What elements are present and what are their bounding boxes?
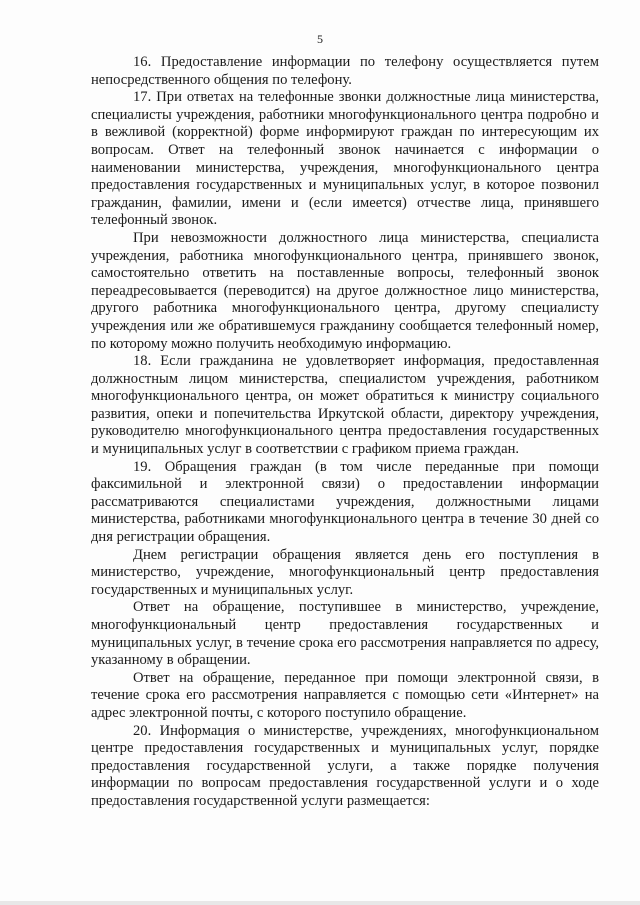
paragraph-19-postal-reply: Ответ на обращение, поступившее в министерство, учреждение, многофункциональный центр предоставления государственных и муниципальных услуг, в течение срока его рассмотрения направляется по адресу, указанному в обращении. <box>91 599 599 669</box>
paragraph-17: 17. При ответах на телефонные звонки должностные лица министерства, специалисты учреждения, работники многофункционального центра подробно и в вежливой (корректной) форме информируют граждан по интересующим их вопросам. Ответ на телефонный звонок начинается с информации о наименовании министерства, учреждения, многофункционального центра предоставления государственных и муниципальных услуг, в которое позвонил гражданин, фамилии, имени и (если имеется) отчестве лица, принявшего телефонный звонок. <box>91 89 599 229</box>
paragraph-20: 20. Информация о министерстве, учреждениях, многофункциональном центре предоставления государственных и муниципальных услуг, порядке предоставления государственной услуги, а также порядке получения информации по вопросам предоставления государственной услуги и о ходе предоставления государственной услуги размещается: <box>91 722 599 809</box>
paragraph-18: 18. Если гражданина не удовлетворяет информация, предоставленная должностным лицом министерства, специалистом учреждения, работником многофункционального центра, он может обратиться к министру социального развития, опеки и попечительства Иркутской области, директору учреждения, руководителю многофункционального центра предоставления государственных и муниципальных услуг в соответствии с графиком приема граждан. <box>91 353 599 458</box>
paragraph-16: 16. Предоставление информации по телефону осуществляется путем непосредственного общения по телефону. <box>91 54 599 88</box>
page-number: 5 <box>317 32 323 46</box>
paragraph-19-electronic-reply: Ответ на обращение, переданное при помощи электронной связи, в течение срока его рассмотрения направляется с помощью сети «Интернет» на адрес электронной почты, с которого поступило обращение. <box>91 669 599 721</box>
document-body <box>91 54 599 811</box>
paragraph-19-registration-day: Днем регистрации обращения является день его поступления в министерство, учреждение, многофункциональный центр предоставления государственных и муниципальных услуг. <box>91 546 599 598</box>
paragraph-17-continued: При невозможности должностного лица министерства, специалиста учреждения, работника многофункционального центра, принявшего звонок, самостоятельно ответить на поставленные вопросы, телефонный звонок переадресовывается (переводится) на другое должностное лицо министерства, другого работника многофункционального центра, другому специалисту учреждения или же обратившемуся гражданину сообщается телефонный номер, по которому можно получить необходимую информацию. <box>91 229 599 352</box>
scan-bottom-edge <box>0 901 640 905</box>
paragraph-19: 19. Обращения граждан (в том числе переданные при помощи факсимильной и электронной связи) о предоставлении информации рассматриваются специалистами учреждения, должностными лицами министерства, работниками многофункционального центра в течение 30 дней со дня регистрации обращения. <box>91 458 599 546</box>
